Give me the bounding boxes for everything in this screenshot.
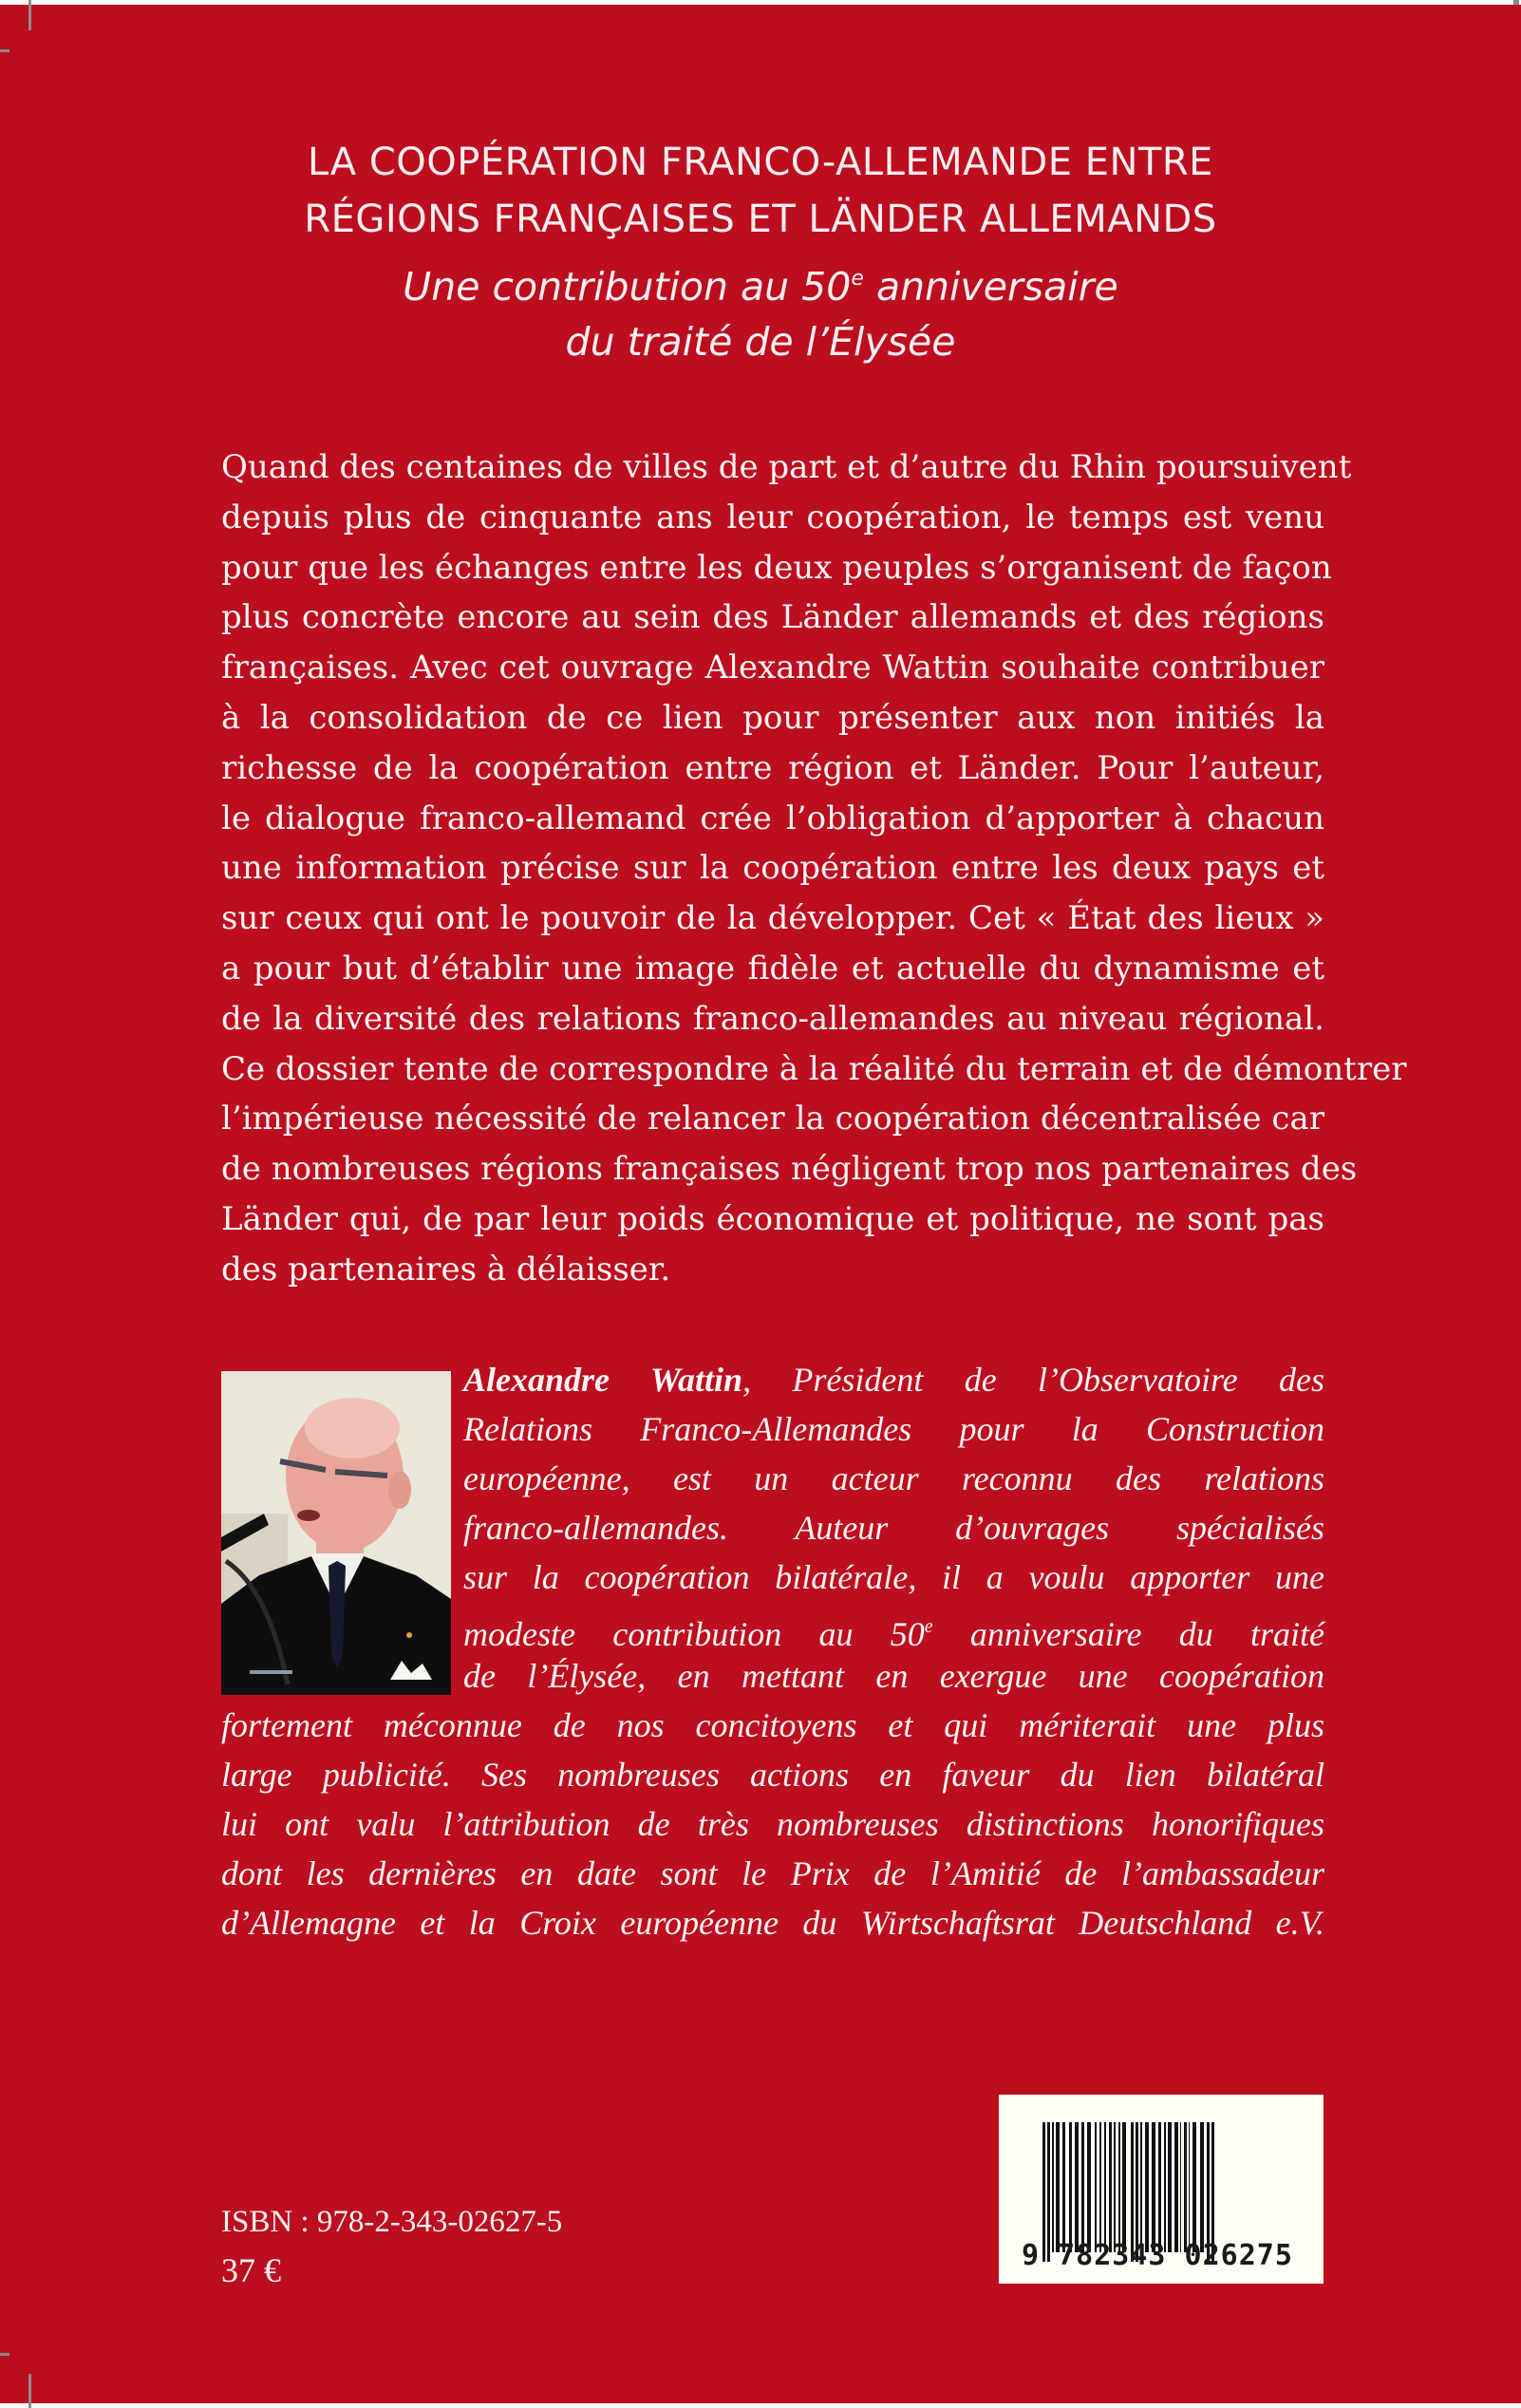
bio-line: Relations Franco-Allemandes pour la Construction (463, 1410, 1324, 1448)
bio-line: large publicité. Ses nombreuses actions en faveur du lien bilatéral (221, 1756, 1324, 1794)
blurb-line: Länder qui, de par leur poids économique et politique, ne sont pas (221, 1200, 1324, 1238)
crop-mark-top-right (1513, 0, 1519, 5)
crop-mark-top-left-vertical (28, 0, 31, 30)
bio-line: européenne, est un acteur reconnu des relations (463, 1459, 1324, 1497)
crop-mark-top-left-horizontal (0, 49, 9, 52)
bio-line: lui ont valu l’attribution de très nombreuses distinctions honorifiques (221, 1805, 1324, 1843)
crop-mark-bottom-left-horizontal (0, 2353, 9, 2356)
book-subtitle-line-1: Une contribution au 50e anniversaire (403, 264, 1118, 310)
bio-line: d’Allemagne et la Croix européenne du Wirtschaftsrat Deutschland e.V. (221, 1904, 1324, 1942)
blurb-line: richesse de la coopération entre région et Länder. Pour l’auteur, (221, 748, 1324, 787)
blurb-line: le dialogue franco-allemand crée l’obligation d’apporter à chacun (221, 799, 1324, 837)
bio-line: de l’Élysée, en mettant en exergue une coopération (463, 1657, 1324, 1695)
book-title-line-2: RÉGIONS FRANÇAISES ET LÄNDER ALLEMANDS (304, 198, 1217, 241)
blurb-line: sur ceux qui ont le pouvoir de la développer. Cet « État des lieux » (221, 899, 1324, 938)
blurb-line: Ce dossier tente de correspondre à la réalité du terrain et de démontrer (221, 1049, 1407, 1088)
book-subtitle-line-2: du traité de l’Élysée (565, 319, 956, 365)
blurb-line: une information précise sur la coopération entre les deux pays et (221, 849, 1324, 888)
blurb-line: à la consolidation de ce lien pour présenter aux non initiés la (221, 699, 1324, 737)
blurb-line: plus concrète encore au sein des Länder allemands et des régions (221, 598, 1324, 637)
book-title-line-1: LA COOPÉRATION FRANCO-ALLEMANDE ENTRE (308, 141, 1213, 184)
bio-line: Alexandre Wattin, Président de l’Observatoire des (463, 1361, 1324, 1399)
author-name: Alexandre Wattin (463, 1361, 743, 1399)
blurb-line: des partenaires à délaisser. (221, 1250, 671, 1289)
blurb-line: Quand des centaines de villes de part et d’autre du Rhin poursuivent (221, 448, 1352, 486)
blurb-line: pour que les échanges entre les deux peuples s’organisent de façon (221, 548, 1332, 587)
author-photo (221, 1371, 451, 1695)
crop-mark-bottom-left-vertical (28, 2374, 31, 2408)
blurb-line: de la diversité des relations franco-allemandes au niveau régional. (221, 999, 1324, 1038)
bio-line: dont les dernières en date sont le Prix de l’Amitié de l’ambassadeur (221, 1854, 1324, 1892)
blurb-line: de nombreuses régions françaises négligent trop nos partenaires des (221, 1150, 1358, 1189)
blurb-line: depuis plus de cinquante ans leur coopération, le temps est venu (221, 498, 1324, 536)
blurb-line: françaises. Avec cet ouvrage Alexandre Wattin souhaite contribuer (221, 649, 1324, 687)
barcode-digits: 9 782343 026275 (1022, 2239, 1293, 2272)
isbn-label: ISBN : 978-2-343-02627-5 (221, 2205, 563, 2239)
bio-line: modeste contribution au 50e anniversaire du traité (463, 1615, 1324, 1653)
blurb-line: a pour but d’établir une image fidèle et actuelle du dynamisme et (221, 950, 1324, 988)
price-label: 37 € (221, 2251, 281, 2289)
bio-line: fortement méconnue de nos concitoyens et qui mériterait une plus (221, 1706, 1324, 1744)
blurb-line: l’impérieuse nécessité de relancer la coopération décentralisée car (221, 1100, 1324, 1138)
bio-line: sur la coopération bilatérale, il a voulu apporter une (463, 1558, 1324, 1596)
bio-line: franco-allemandes. Auteur d’ouvrages spécialisés (463, 1509, 1324, 1547)
